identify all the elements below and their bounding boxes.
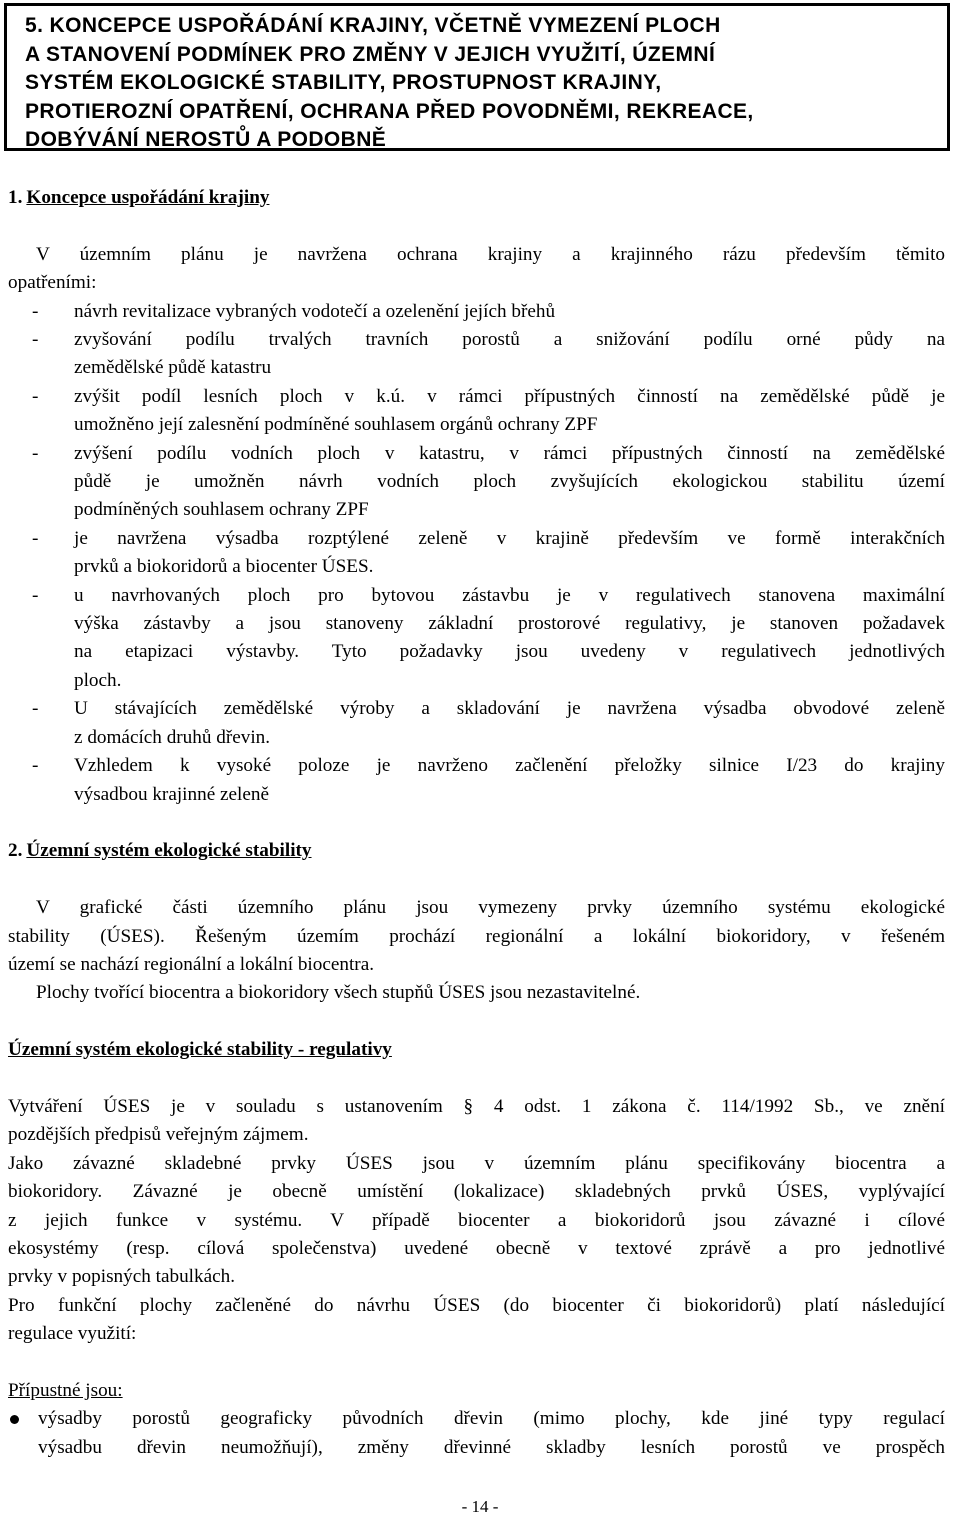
- dash-marker: -: [32, 442, 39, 464]
- dash-marker: -: [32, 584, 39, 606]
- chapter-heading-line: A STANOVENÍ PODMÍNEK PRO ZMĚNY V JEJICH VYUŽITÍ, ÚZEMNÍ: [25, 42, 716, 66]
- list-item-line: ploch.: [74, 669, 122, 691]
- paragraph-line: pozdějších předpisů veřejným zájmem.: [8, 1124, 309, 1146]
- dash-marker: -: [32, 385, 39, 407]
- list-item-line: výsadbou krajinné zeleně: [74, 783, 269, 805]
- section-2-title: Územní systém ekologické stability: [26, 840, 312, 862]
- paragraph-line: Vytváření ÚSES je v souladu s ustanovením § 4 odst. 1 zákona č. 114/1992 Sb., ve znění: [8, 1095, 945, 1117]
- list-item-line: zvýšit podíl lesních ploch v k.ú. v rámci přípustných činností na zemědělské půdě je: [74, 385, 945, 407]
- paragraph-line: Plochy tvořící biocentra a biokoridory všech stupňů ÚSES jsou nezastavitelné.: [36, 982, 641, 1004]
- dash-marker: -: [32, 300, 39, 322]
- list-item: [8, 383, 945, 440]
- list-item-line: výsadby porostů geograficky původních dřevin (mimo plochy, kde jiné typy regulací: [38, 1408, 945, 1430]
- list-item-line: výsadbu dřevin neumožňují), změny dřevinné skladby lesních porostů ve prospěch: [38, 1436, 945, 1458]
- list-item-line: U stávajících zemědělské výroby a skladování je navržena výsadba obvodové zeleně: [74, 698, 945, 720]
- chapter-heading-box: [4, 3, 950, 151]
- list-item-line: umožněno její zalesnění podmíněné souhlasem orgánů ochrany ZPF: [74, 414, 598, 436]
- paragraph-line: V grafické části územního plánu jsou vymezeny prvky územního systému ekologické: [36, 897, 945, 919]
- list-item-line: návrh revitalizace vybraných vodotečí a ozelenění jejích břehů: [74, 300, 556, 322]
- chapter-heading-line: SYSTÉM EKOLOGICKÉ STABILITY, PROSTUPNOST KRAJINY,: [25, 71, 662, 95]
- section-1-heading: [8, 184, 945, 212]
- paragraph-line: regulace využití:: [8, 1323, 137, 1345]
- section-1-intro-line: opatřeními:: [8, 272, 97, 294]
- list-item: [8, 582, 945, 696]
- list-item: [8, 695, 945, 752]
- list-item: [8, 298, 945, 326]
- section-2-number: 2.: [8, 840, 23, 862]
- list-item-line: prvků a biokoridorů a biocenter ÚSES.: [74, 556, 374, 578]
- paragraph-line: ekosystémy (resp. cílová společenstva) uvedené obecně v textové zprávě a pro jednotlivé: [8, 1237, 945, 1259]
- measures-list: [8, 298, 945, 809]
- list-item-line: zvyšování podílu trvalých travních porostů a snižování podílu orné půdy na: [74, 329, 945, 351]
- section-2-heading: [8, 837, 945, 865]
- list-item: [8, 752, 945, 809]
- paragraph-line: z jejich funkce v systému. V případě biocenter a biokoridorů jsou závazné i cílové: [8, 1209, 945, 1231]
- list-item-line: na etapizaci výstavby. Tyto požadavky jsou uvedeny v regulativech jednotlivých: [74, 641, 945, 663]
- section-1-intro-line: V územním plánu je navržena ochrana krajiny a krajinného rázu především těmito: [36, 243, 945, 265]
- list-item-line: u navrhovaných ploch pro bytovou zástavbu je v regulativech stanovena maximální: [74, 584, 945, 606]
- dash-marker: -: [32, 329, 39, 351]
- paragraph-line: Jako závazné skladebné prvky ÚSES jsou v územním plánu specifikovány biocentra a: [8, 1152, 945, 1174]
- list-item-line: zemědělské půdě katastru: [74, 357, 272, 379]
- list-item: [8, 1405, 945, 1462]
- document-body: [8, 184, 945, 1462]
- bullet-icon: [10, 1415, 19, 1424]
- dash-marker: -: [32, 527, 39, 549]
- section-1-number: 1.: [8, 187, 23, 208]
- page-number: - 14 -: [461, 1497, 499, 1516]
- list-item-line: podmíněných souhlasem ochrany ZPF: [74, 499, 369, 521]
- list-item: [8, 525, 945, 582]
- list-item: [8, 326, 945, 383]
- chapter-heading-line: DOBÝVÁNÍ NEROSTŮ A PODOBNĚ: [25, 128, 387, 152]
- list-item-line: Vzhledem k vysoké poloze je navrženo začlenění přeložky silnice I/23 do krajiny: [74, 755, 945, 777]
- list-item-line: výška zástavby a jsou stanoveny základní prostorové regulativy, je stanoven požadavek: [74, 613, 945, 635]
- paragraph-line: prvky v popisných tabulkách.: [8, 1266, 236, 1288]
- dash-marker: -: [32, 755, 39, 777]
- chapter-heading-line: 5. KONCEPCE USPOŘÁDÁNÍ KRAJINY, VČETNĚ VYMEZENÍ PLOCH: [25, 14, 721, 37]
- regulativy-title: Územní systém ekologické stability - regulativy: [8, 1039, 392, 1061]
- paragraph-line: stability (ÚSES). Řešeným územím prochází regionální a lokální biokoridory, v řešeném: [8, 925, 945, 947]
- allowed-title: Přípustné jsou:: [8, 1379, 123, 1401]
- list-item-line: půdě je umožněn návrh vodních ploch zvyšujících ekologickou stabilitu území: [74, 471, 945, 493]
- paragraph-line: území se nachází regionální a lokální biocentra.: [8, 953, 375, 975]
- list-item-line: je navržena výsadba rozptýlené zeleně v krajině především ve formě interakčních: [74, 527, 945, 549]
- regulativy-heading: [8, 1036, 945, 1064]
- list-item-line: zvýšení podílu vodních ploch v katastru, v rámci přípustných činností na zemědělské: [74, 442, 945, 464]
- section-1-title: Koncepce uspořádání krajiny: [26, 187, 270, 208]
- list-item-line: z domácích druhů dřevin.: [74, 726, 271, 748]
- list-item: [8, 440, 945, 525]
- paragraph-line: biokoridory. Závazné je obecně umístění (lokalizace) skladebných prvků ÚSES, vyplývající: [8, 1181, 945, 1203]
- allowed-list: [8, 1405, 945, 1462]
- chapter-heading-line: PROTIEROZNÍ OPATŘENÍ, OCHRANA PŘED POVODNĚMI, REKREACE,: [25, 99, 754, 123]
- dash-marker: -: [32, 698, 39, 720]
- paragraph-line: Pro funkční plochy začleněné do návrhu ÚSES (do biocenter či biokoridorů) platí následující: [8, 1294, 945, 1316]
